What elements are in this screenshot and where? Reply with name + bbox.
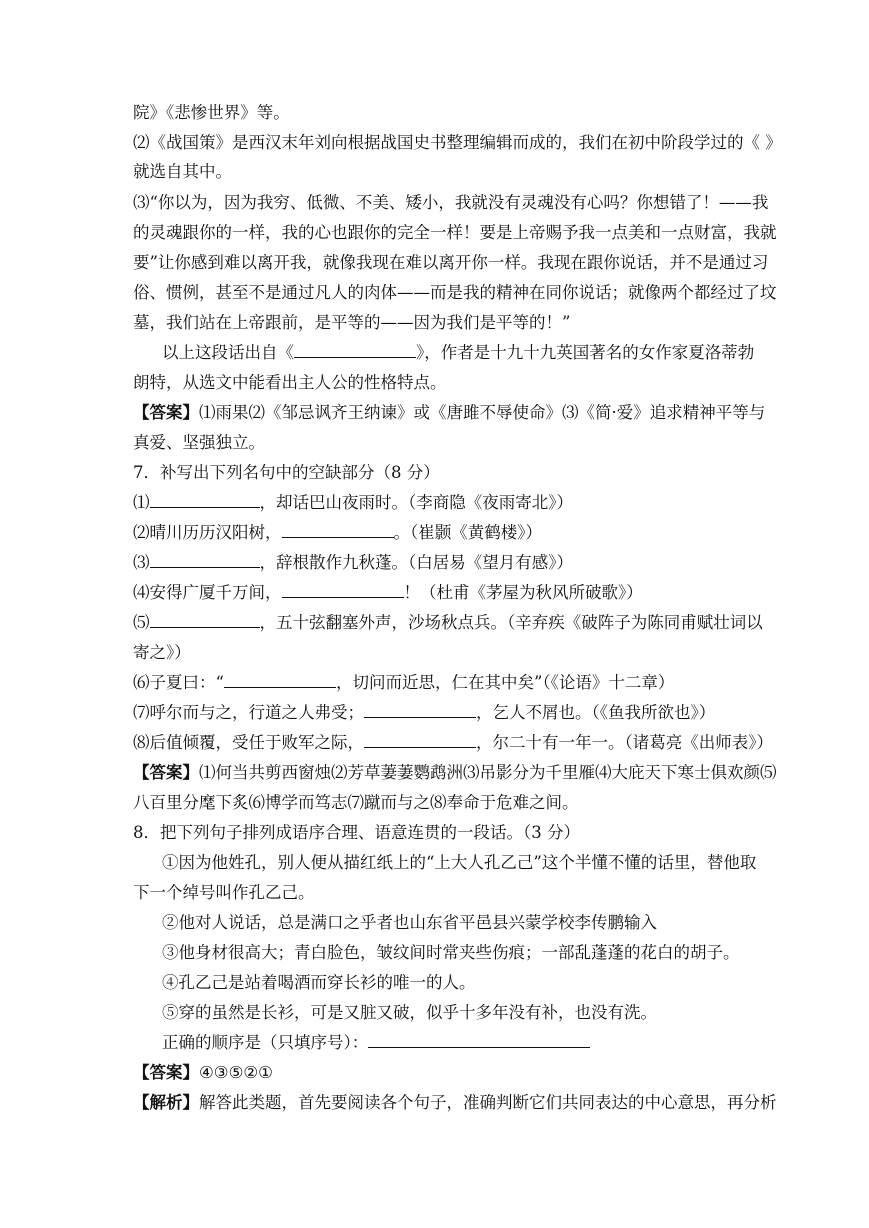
text-line: 八百里分麾下炙⑹博学而笃志⑺蹴而与之⑻奉命于危难之间。 [133, 793, 579, 812]
text-line: 朗特，从选文中能看出主人公的性格特点。 [133, 373, 447, 392]
text-line: 就选自其中。 [133, 162, 232, 181]
text-line: ⑶“你以为，因为我穷、低微、不美、矮小，我就没有灵魂没有心吗？你想错了！——我 [133, 193, 769, 212]
answer-blank[interactable] [150, 552, 260, 568]
answer-line: 【答案】⑴何当共剪西窗烛⑵芳草萋萋鹦鹉洲⑶吊影分为千里雁⑷大庇天下寒士俱欢颜⑸ [133, 763, 777, 782]
text-line: ⑻后值倾覆，受任于败军之际， ，尔二十有一年一。（诸葛亮《出师表》） [133, 733, 773, 752]
text-line: ④孔乙己是站着喝酒而穿长衫的唯一的人。 [162, 973, 476, 992]
text-line: ⑸ ，五十弦翻塞外声，沙场秋点兵。（辛弃疾《破阵子为陈同甫赋壮词以 [133, 613, 763, 632]
text-line: ③他身材很高大；青白脸色，皱纹间时常夹些伤痕；一部乱蓬蓬的花白的胡子。 [162, 943, 740, 962]
text-line: 墓，我们站在上帝跟前，是平等的——因为我们是平等的！” [133, 313, 571, 332]
text-line: 要”让你感到难以离开我，就像我现在难以离开你一样。我现在跟你说话，并不是通过习 [133, 253, 769, 272]
answer-blank[interactable] [150, 492, 260, 508]
text-line: 寄之》） [133, 643, 191, 662]
text-line: 正确的顺序是（只填序号）： [162, 1032, 590, 1054]
text-line: ⑹子夏曰：“ ，切问而近思，仁在其中矣”（《论语》十二章） [133, 673, 675, 692]
text-line: 以上这段话出自《 》，作者是十九十九英国著名的女作家夏洛蒂勃 [162, 343, 755, 362]
answer-blank[interactable] [368, 1032, 590, 1048]
answer-tag: 【答案】 [133, 403, 199, 422]
answer-blank[interactable] [224, 672, 336, 688]
text-line: 下一个绰号叫作孔乙己。 [133, 883, 315, 902]
text-line: ①因为他姓孔，别人便从描红纸上的“上大人孔乙己”这个半懂不懂的话里，替他取 [162, 853, 757, 872]
text-line: 真爱、坚强独立。 [133, 433, 265, 452]
text-line: ⑵《战国策》是西汉末年刘向根据战国史书整理编辑而成的，我们在初中阶段学过的《 》 [133, 133, 782, 152]
answer-line: 【答案】⑴雨果⑵《邹忌讽齐王纳谏》或《唐雎不辱使命》⑶《简·爱》追求精神平等与 [133, 403, 766, 422]
analysis-line: 【解析】解答此类题，首先要阅读各个句子，准确判断它们共同表达的中心意思，再分析 [133, 1093, 777, 1112]
text-line: ②他对人说话，总是满口之乎者也山东省平邑县兴蒙学校李传鹏输入 [162, 913, 657, 932]
text-line: ⑷安得广厦千万间， ！（杜甫《茅屋为秋风所破歌》） [133, 583, 643, 602]
text-line: ⑶ ，辞根散作九秋蓬。（白居易《望月有感》） [133, 553, 573, 572]
text-line: ⑺呼尔而与之，行道之人弗受； ，乞人不屑也。（《鱼我所欲也》） [133, 703, 716, 722]
answer-line: 【答案】④③⑤②① [133, 1063, 273, 1082]
answer-blank[interactable] [364, 732, 476, 748]
question-heading: 7．补写出下列名句中的空缺部分（8 分） [133, 463, 440, 482]
answer-tag: 【答案】 [133, 1063, 199, 1082]
analysis-tag: 【解析】 [133, 1093, 199, 1112]
answer-blank[interactable] [150, 612, 260, 628]
answer-blank[interactable] [282, 522, 394, 538]
text-line: ⑤穿的虽然是长衫，可是又脏又破，似乎十多年没有补，也没有洗。 [162, 1003, 657, 1022]
text-line: 院》《悲惨世界》等。 [133, 103, 290, 122]
question-heading: 8．把下列句子排列成语序合理、语意连贯的一段话。（3 分） [133, 823, 580, 842]
answer-blank[interactable] [364, 702, 476, 718]
text-line: ⑵晴川历历汉阳树， 。（崔颢《黄鹤楼》） [133, 523, 542, 542]
answer-tag: 【答案】 [133, 763, 199, 782]
text-line: 的灵魂跟你的一样，我的心也跟你的完全一样！要是上帝赐予我一点美和一点财富，我就 [133, 223, 777, 242]
text-line: 俗、惯例，甚至不是通过凡人的肉体——而是我的精神在同你说话；就像两个都经过了坟 [133, 283, 777, 302]
answer-blank[interactable] [282, 582, 404, 598]
text-line: ⑴ ，却话巴山夜雨时。（李商隐《夜雨寄北》） [133, 493, 573, 512]
answer-blank[interactable] [294, 342, 416, 358]
